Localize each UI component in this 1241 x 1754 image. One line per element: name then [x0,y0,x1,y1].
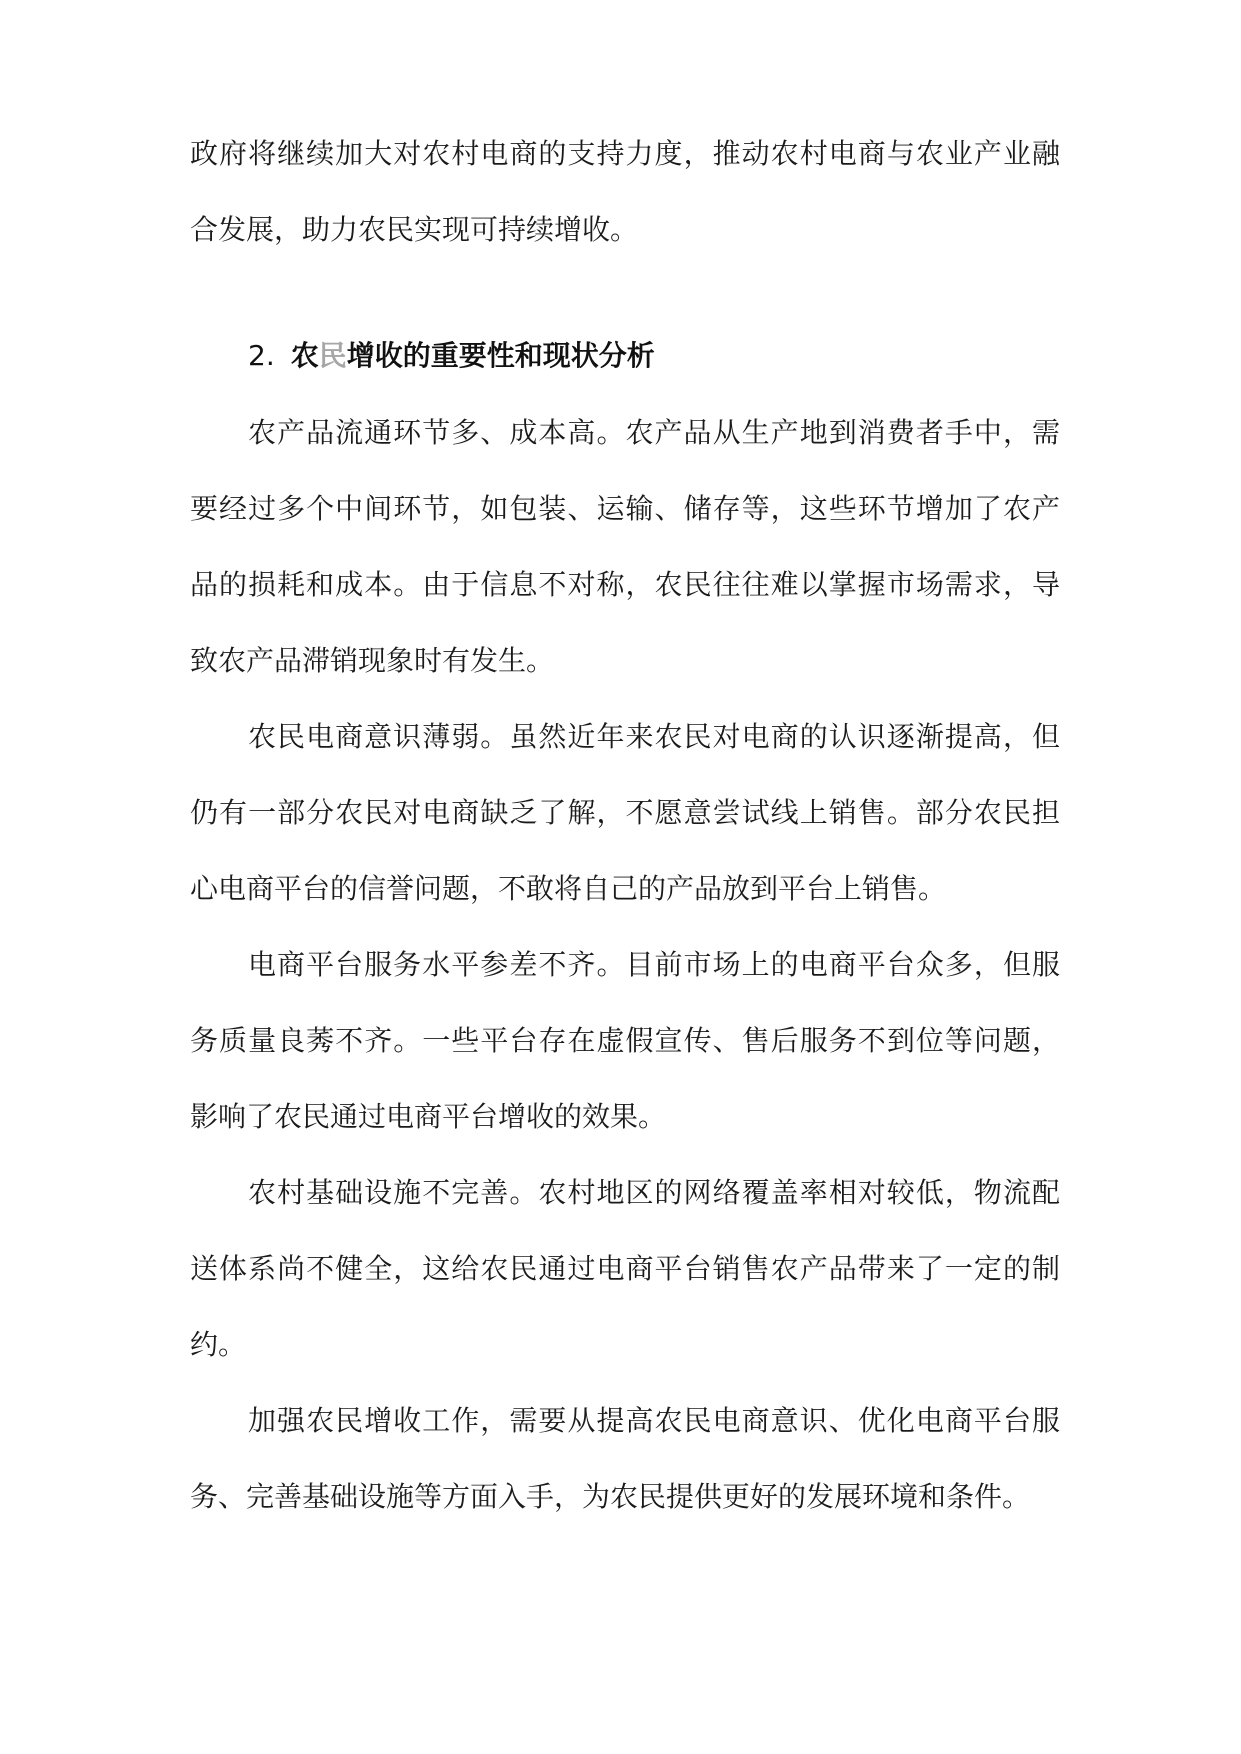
paragraph-line: 政府将继续加大对农村电商的支持力度，推动农村电商与农业产业融 [190,137,1060,170]
paragraph-line: 务质量良莠不齐。一些平台存在虚假宣传、售后服务不到位等问题， [190,1024,1060,1057]
paragraph-line: 务、完善基础设施等方面入手，为农民提供更好的发展环境和条件。 [190,1480,1031,1513]
paragraph-line: 致农产品滞销现象时有发生。 [190,644,555,677]
paragraph-line: 送体系尚不健全，这给农民通过电商平台销售农产品带来了一定的制 [190,1252,1060,1285]
paragraph-line: 农村基础设施不完善。农村地区的网络覆盖率相对较低，物流配 [248,1176,1060,1209]
paragraph-line: 心电商平台的信誉问题，不敢将自己的产品放到平台上销售。 [190,872,947,905]
section-heading [248,318,655,394]
paragraph-line: 约。 [190,1328,247,1361]
paragraph-line: 合发展，助力农民实现可持续增收。 [190,213,639,246]
paragraph-infrastructure [190,1155,1060,1383]
paragraph-line: 加强农民增收工作，需要从提高农民电商意识、优化电商平台服 [248,1404,1060,1437]
section-title-part: 农 [290,339,319,372]
paragraph-awareness [190,699,1060,927]
paragraph-platform-service [190,927,1060,1155]
paragraph-line: 影响了农民通过电商平台增收的效果。 [190,1100,667,1133]
paragraph-line: 农民电商意识薄弱。虽然近年来农民对电商的认识逐渐提高，但 [248,720,1060,753]
paragraph-conclusion [190,1383,1060,1535]
section-title-part-faded: 民 [318,339,347,372]
paragraph-intro [190,116,1060,268]
paragraph-line: 仍有一部分农民对电商缺乏了解，不愿意尝试线上销售。部分农民担 [190,796,1060,829]
section-title-part: 增收的重要性和现状分析 [346,339,655,372]
paragraph-line: 品的损耗和成本。由于信息不对称，农民往往难以掌握市场需求，导 [190,568,1060,601]
paragraph-line: 要经过多个中间环节，如包装、运输、储存等，这些环节增加了农产 [190,492,1060,525]
paragraph-circulation [190,395,1060,699]
paragraph-line: 农产品流通环节多、成本高。农产品从生产地到消费者手中，需 [248,416,1060,449]
section-number: 2. [248,339,275,372]
paragraph-line: 电商平台服务水平参差不齐。目前市场上的电商平台众多，但服 [248,948,1060,981]
